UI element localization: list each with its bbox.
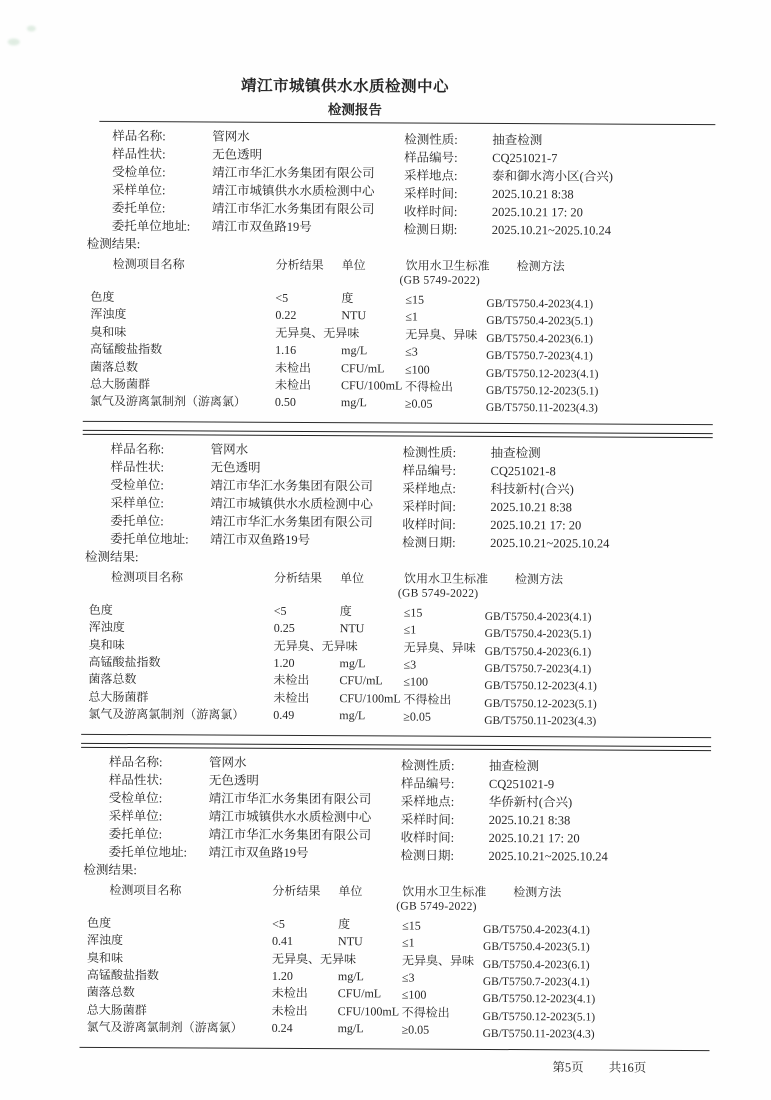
cell-method: GB/T5750.12-2023(5.1): [482, 1010, 596, 1024]
cell-unit: [341, 325, 405, 343]
label-receive-time: 收样时间:: [402, 517, 456, 532]
value-client-address: 靖江市双鱼路19号: [208, 845, 309, 860]
col-header-standard: [399, 258, 490, 289]
cell-result: 未检出: [273, 673, 310, 688]
cell-unit: mg/L: [340, 395, 367, 410]
label-inspected-unit: 受检单位:: [112, 164, 166, 180]
cell-standard: ≥0.05: [404, 396, 433, 412]
scan-artifact: [8, 38, 20, 45]
value-client-unit: 靖江市华汇水务集团有限公司: [210, 514, 373, 530]
cell-unit: CFU/mL: [341, 360, 385, 376]
results-heading: 检测结果:: [86, 236, 141, 252]
cell-standard: 无异臭、异味: [405, 327, 478, 342]
sample-info: [112, 127, 771, 238]
cell-unit: mg/L: [339, 708, 366, 723]
label-client-unit: 委托单位:: [110, 513, 164, 529]
cell-result: 0.50: [274, 395, 296, 410]
label-sample-state: 样品性状:: [108, 772, 163, 787]
cell-standard: 无异臭、异味: [403, 640, 476, 655]
cell-unit: 度: [341, 291, 354, 306]
cell-standard: 无异臭、异味: [401, 953, 475, 968]
cell-item: 高锰酸盐指数: [88, 654, 161, 670]
label-test-date: 检测日期:: [402, 535, 456, 550]
sample-info: [110, 440, 769, 551]
cell-method: GB/T5750.4-2023(4.1): [483, 923, 590, 937]
label-sample-name: 样品名称:: [112, 128, 166, 144]
cell-item: 臭和味: [90, 324, 127, 339]
report-section-2: [0, 434, 769, 738]
cell-method: GB/T5750.12-2023(5.1): [484, 697, 597, 711]
col-header-method: 检测方法: [516, 259, 565, 274]
value-inspected-unit: 靖江市华汇水务集团有限公司: [212, 165, 375, 181]
cell-result: 未检出: [271, 986, 308, 1001]
col-header-standard: [397, 571, 489, 601]
col-header-result: 分析结果: [272, 883, 321, 898]
value-client-address: 靖江市双鱼路19号: [210, 532, 311, 547]
value-sample-name: 管网水: [212, 129, 250, 144]
col-header-item: 检测项目名称: [112, 256, 185, 272]
cell-standard: ≤15: [402, 918, 421, 933]
cell-method: GB/T5750.7-2023(4.1): [486, 350, 593, 363]
cell-item: 臭和味: [88, 637, 125, 652]
cell-result: <5: [272, 916, 285, 931]
value-sample-name: 管网水: [210, 442, 249, 457]
cell-unit: [338, 951, 402, 969]
value-inspected-unit: 靖江市华汇水务集团有限公司: [208, 791, 372, 807]
label-sampling-unit: 采样单位:: [108, 808, 163, 823]
cell-unit: [340, 638, 404, 656]
value-test-date: 2025.10.21~2025.10.24: [488, 848, 608, 864]
value-receive-time: 2025.10.21 17: 20: [491, 204, 583, 220]
cell-method: GB/T5750.4-2023(5.1): [483, 941, 590, 954]
cell-method: GB/T5750.4-2023(5.1): [486, 315, 594, 328]
label-inspected-unit: 受检单位:: [110, 477, 164, 493]
value-sampling-unit: 靖江市城镇供水水质检测中心: [210, 496, 373, 512]
label-sampling-site: 采样地点:: [400, 794, 455, 809]
cell-item: 高锰酸盐指数: [90, 342, 163, 357]
cell-result: 0.24: [271, 1020, 293, 1036]
cell-item: 菌落总数: [88, 672, 137, 687]
value-sample-no: CQ251021-8: [490, 463, 556, 479]
label-client-address: 委托单位地址:: [110, 531, 189, 547]
report-section-3: [0, 747, 767, 1051]
cell-item: 色度: [87, 915, 112, 930]
cell-result: 无异臭、无异味: [271, 951, 357, 966]
value-sampling-time: 2025.10.21 8:38: [491, 186, 574, 202]
cell-unit: NTU: [341, 308, 367, 323]
value-receive-time: 2025.10.21 17: 20: [488, 830, 580, 846]
label-sampling-unit: 采样单位:: [111, 182, 166, 198]
cell-result: 0.41: [272, 933, 294, 949]
value-sampling-site: 泰和御水湾小区(合兴): [492, 168, 613, 184]
col-header-item: 检测项目名称: [109, 882, 182, 898]
value-client-unit: 靖江市华汇水务集团有限公司: [208, 827, 372, 843]
value-sample-state: 无色透明: [208, 773, 259, 788]
label-test-date: 检测日期:: [400, 848, 455, 863]
table-bottom-rule: [81, 734, 711, 738]
label-inspected-unit: 受检单位:: [108, 790, 163, 805]
col-header-method: 检测方法: [514, 571, 564, 587]
label-test-nature: 检测性质:: [402, 445, 457, 460]
label-sample-no: 样品编号:: [404, 150, 458, 165]
col-header-unit: 单位: [338, 883, 363, 898]
cell-standard: 不得检出: [401, 1005, 450, 1020]
cell-item: 总大肠菌群: [86, 1002, 147, 1017]
cell-result: 未检出: [273, 690, 310, 705]
value-test-nature: 抽查检测: [490, 445, 541, 461]
cell-standard: ≤15: [405, 292, 425, 307]
cell-standard: ≤3: [403, 657, 417, 672]
cell-standard: ≤3: [405, 344, 418, 359]
cell-method: GB/T5750.11-2023(4.3): [484, 715, 597, 728]
label-sample-no: 样品编号:: [402, 463, 457, 478]
col-header-unit: 单位: [341, 258, 366, 273]
standard-subtitle: (GB 5749-2022): [396, 900, 477, 913]
cell-item: 色度: [90, 289, 115, 304]
cell-item: 总大肠菌群: [89, 376, 151, 392]
label-test-nature: 检测性质:: [400, 758, 455, 773]
cell-method: GB/T5750.4-2023(6.1): [484, 645, 592, 659]
report-title: 检测报告: [327, 102, 382, 118]
cell-item: 色度: [88, 602, 113, 617]
standard-title: 饮用水卫生标准: [405, 258, 490, 273]
cell-standard: ≥0.05: [401, 1022, 430, 1037]
cell-unit: 度: [339, 604, 352, 619]
cell-unit: 度: [338, 916, 351, 931]
label-sample-state: 样品性状:: [112, 146, 166, 162]
page-total: 共16页: [608, 1060, 647, 1075]
value-test-date: 2025.10.21~2025.10.24: [491, 222, 612, 238]
value-sample-no: CQ251021-7: [492, 150, 558, 166]
page-footer: [552, 1057, 765, 1076]
cell-unit: CFU/100mL: [340, 378, 403, 393]
table-header: [90, 257, 769, 291]
cell-item: 总大肠菌群: [88, 689, 149, 705]
cell-unit: CFU/100mL: [339, 691, 401, 706]
cell-result: 1.20: [271, 968, 293, 983]
cell-item: 浑浊度: [87, 932, 124, 948]
cell-unit: NTU: [338, 934, 363, 949]
cell-unit: mg/L: [339, 656, 366, 671]
cell-standard: ≤100: [403, 674, 429, 690]
col-header-item: 检测项目名称: [110, 569, 184, 585]
label-receive-time: 收样时间:: [400, 830, 455, 845]
cell-method: GB/T5750.11-2023(4.3): [485, 402, 598, 415]
standard-subtitle: (GB 5749-2022): [399, 274, 481, 287]
label-client-address: 委托单位地址:: [108, 844, 188, 860]
cell-result: <5: [275, 290, 289, 305]
cell-method: GB/T5750.12-2023(4.1): [482, 993, 596, 1006]
value-client-address: 靖江市双鱼路19号: [211, 219, 312, 235]
cell-item: 氯气及游离氯制剂（游离氯）: [88, 707, 245, 722]
cell-method: GB/T5750.4-2023(6.1): [482, 958, 590, 971]
table-bottom-rule: [83, 421, 713, 425]
cell-unit: CFU/100mL: [337, 1003, 400, 1019]
cell-standard: ≤1: [402, 935, 415, 950]
cell-standard: ≤1: [405, 309, 418, 324]
value-sample-state: 无色透明: [210, 460, 261, 475]
value-inspected-unit: 靖江市华汇水务集团有限公司: [210, 478, 374, 494]
value-receive-time: 2025.10.21 17: 20: [490, 517, 582, 533]
label-client-unit: 委托单位:: [108, 826, 163, 841]
cell-result: 未检出: [274, 377, 312, 393]
label-sampling-unit: 采样单位:: [110, 495, 164, 511]
cell-method: GB/T5750.4-2023(4.1): [484, 610, 592, 624]
scan-artifact: [27, 26, 36, 32]
cell-standard: 不得检出: [403, 692, 452, 707]
cell-standard: ≤100: [405, 362, 430, 377]
table-bottom-rule: [80, 1046, 710, 1050]
cell-result: 1.20: [273, 655, 295, 670]
value-sampling-time: 2025.10.21 8:38: [490, 499, 572, 515]
cell-method: GB/T5750.12-2023(4.1): [484, 680, 597, 693]
cell-result: <5: [273, 603, 287, 618]
cell-unit: mg/L: [337, 969, 364, 984]
label-sampling-time: 采样时间:: [403, 186, 458, 201]
report-section-1: [0, 121, 770, 425]
cell-result: 无异臭、无异味: [275, 325, 360, 341]
table-header: [87, 883, 766, 917]
value-sample-no: CQ251021-9: [488, 776, 555, 791]
cell-method: GB/T5750.11-2023(4.3): [482, 1028, 595, 1041]
label-sampling-site: 采样地点:: [402, 481, 456, 496]
value-sampling-site: 科技新村(合兴): [490, 481, 574, 497]
col-header-method: 检测方法: [513, 884, 562, 900]
cell-result: 0.25: [273, 621, 295, 636]
standard-title: 饮用水卫生标准: [403, 571, 489, 586]
value-test-nature: 抽查检测: [488, 758, 540, 773]
cell-item: 浑浊度: [88, 620, 125, 635]
cell-method: GB/T5750.7-2023(4.1): [484, 662, 592, 676]
col-header-unit: 单位: [339, 571, 365, 586]
value-sample-state: 无色透明: [212, 147, 263, 162]
cell-item: 高锰酸盐指数: [86, 967, 159, 983]
value-sampling-unit: 靖江市城镇供水水质检测中心: [208, 809, 372, 825]
value-sample-name: 管网水: [208, 755, 247, 770]
cell-result: 无异臭、无异味: [273, 638, 358, 653]
label-client-address: 委托单位地址:: [111, 218, 191, 234]
org-title: 靖江市城镇供水水质检测中心: [240, 77, 450, 96]
cell-result: 未检出: [275, 360, 312, 375]
cell-item: 臭和味: [86, 950, 124, 965]
cell-method: GB/T5750.12-2023(4.1): [486, 367, 599, 381]
cell-item: 氯气及游离氯制剂（游离氯）: [86, 1019, 243, 1035]
col-header-result: 分析结果: [273, 570, 323, 585]
cell-method: GB/T5750.12-2023(5.1): [485, 384, 599, 398]
cell-item: 菌落总数: [86, 985, 135, 1000]
cell-standard: 不得检出: [404, 379, 454, 394]
value-sampling-time: 2025.10.21 8:38: [488, 812, 571, 828]
label-sample-name: 样品名称:: [110, 441, 165, 457]
value-test-date: 2025.10.21~2025.10.24: [490, 535, 610, 551]
cell-method: GB/T5750.4-2023(4.1): [486, 297, 594, 311]
table-header: [89, 570, 768, 604]
cell-method: GB/T5750.4-2023(5.1): [484, 628, 592, 641]
label-sampling-time: 采样时间:: [400, 812, 455, 827]
label-sample-no: 样品编号:: [400, 776, 455, 791]
cell-standard: ≤1: [403, 622, 417, 637]
cell-result: 0.49: [273, 708, 295, 723]
value-sampling-site: 华侨新村(合兴): [488, 794, 573, 810]
cell-unit: mg/L: [341, 343, 368, 358]
cell-result: 未检出: [271, 1003, 308, 1018]
cell-unit: mg/L: [337, 1021, 364, 1036]
sample-info: [108, 753, 767, 864]
cell-standard: ≤100: [401, 987, 427, 1002]
value-test-nature: 抽查检测: [492, 132, 543, 148]
cell-unit: CFU/mL: [339, 673, 383, 688]
cell-item: 浑浊度: [90, 307, 127, 322]
label-sampling-site: 采样地点:: [404, 168, 458, 183]
label-sample-name: 样品名称:: [108, 754, 163, 769]
label-sample-state: 样品性状:: [110, 459, 165, 475]
cell-method: GB/T5750.4-2023(6.1): [486, 332, 593, 346]
label-test-date: 检测日期:: [403, 222, 458, 237]
label-sampling-time: 采样时间:: [402, 499, 456, 514]
value-client-unit: 靖江市华汇水务集团有限公司: [211, 201, 375, 217]
page-number: 第5页: [552, 1059, 584, 1074]
standard-subtitle: (GB 5749-2022): [397, 587, 479, 600]
cell-method: GB/T5750.7-2023(4.1): [482, 975, 590, 989]
label-test-nature: 检测性质:: [404, 132, 458, 147]
label-receive-time: 收样时间:: [403, 204, 458, 219]
cell-item: 菌落总数: [90, 359, 139, 374]
cell-unit: NTU: [339, 621, 365, 636]
standard-title: 饮用水卫生标准: [402, 884, 487, 899]
cell-standard: ≤3: [401, 970, 415, 985]
cell-item: 氯气及游离氯制剂（游离氯）: [89, 394, 246, 410]
label-client-unit: 委托单位:: [111, 200, 166, 216]
cell-unit: CFU/mL: [337, 986, 382, 1001]
value-sampling-unit: 靖江市城镇供水水质检测中心: [211, 183, 375, 199]
cell-standard: ≥0.05: [403, 709, 431, 724]
sections-container: [0, 121, 770, 1051]
cell-result: 1.16: [275, 343, 297, 358]
cell-result: 0.22: [275, 308, 297, 323]
cell-standard: ≤15: [403, 605, 423, 620]
col-header-result: 分析结果: [275, 257, 324, 273]
results-heading: 检测结果:: [85, 549, 139, 564]
col-header-standard: [396, 884, 487, 914]
results-heading: 检测结果:: [83, 862, 137, 877]
